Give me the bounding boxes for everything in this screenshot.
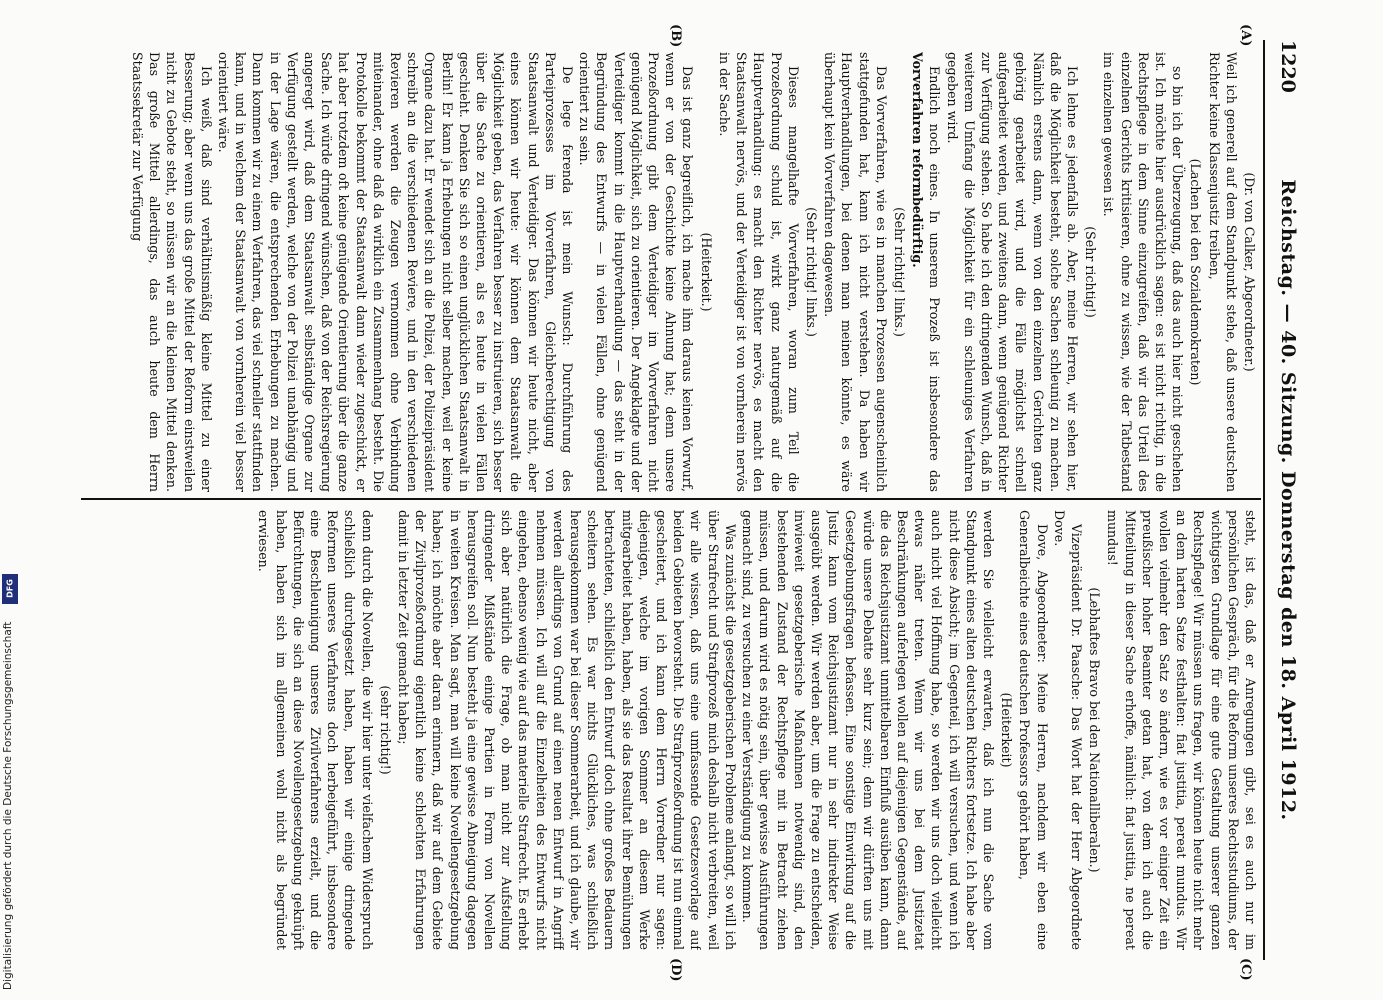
paragraph-text: Endlich noch eines. In unserem Prozeß ist insbesondere das <box>927 66 943 492</box>
margin-marker-d: (D) <box>668 958 683 982</box>
interjection: (Sehr richtig! links.) <box>803 207 819 337</box>
paragraph: Das Vorverfahren, wie es in manchen Prozessen augenscheinlich stattgefunden hat, kann ich nicht verstehen. Da haben wir Hauptverhandlungen, bei denen man meinen könnte, es wäre überhaupt kein Vorverfahren dagewesen. <box>822 52 889 492</box>
paragraph: Weil ich generell auf dem Standpunkt stehe, daß unsere deutschen Richter keine Klassenjustiz treiben, <box>1206 52 1239 492</box>
paragraph: steht, ist das, daß er Anregungen gibt, sei es auch nur im persönlichen Gespräch, für die Reform unseres Rechtsstudiums, der wichtigsten Grundlage für eine gute Gestaltung unserer ganzen Rechtspflege! Wir müssen uns fragen, wir können heute nicht mehr an dem harten Satze festhalten: fiat justitia, pereat mundus. Wir wollen vielmehr den Satz so ändern, wie es vor einiger Zeit ein preußischer hoher Beamter getan hat, von dem ich auch die Mitteilung in dieser Sache erhoffe, nämlich: fiat justitia, ne pereat mundus! <box>1105 510 1258 950</box>
logo-text: DFG <box>5 579 15 598</box>
right-column <box>79 510 1259 950</box>
interjection: (Sehr richtig! links.) <box>891 207 907 337</box>
dfg-logo <box>2 574 18 604</box>
interjection: (Sehr richtig!) <box>1083 226 1099 318</box>
interjection: (Heiterkeit.) <box>698 232 714 312</box>
speaker-line: (Dr. von Calker, Abgeordneter.) <box>1242 172 1257 372</box>
emphasis-text: Vorverfahren reformbedürftig. <box>910 52 926 268</box>
paragraph: werden Sie vielleicht erwarten, daß ich nun die Sache vom Standpunkt eines alten deutschen Richters fortsetze. Ich habe aber nicht diese Absicht; im Gegenteil, ich will versuchen, und wenn ich auch nicht viel Hoffnung habe, so werden wir uns doch vielleicht etwas näher treten. Wenn wir uns bei dem Justizetat Beschränkungen auferlegen wollen auf diejenigen Gegenstände, auf die das Reichsjustizamt unmittelbaren Einfluß ausüben kann, dann würde unsere Debatte sehr kurz sein; denn wir dürften uns mit Gesetzgebungsfragen befassen. Eine sonstige Einwirkung auf die Justiz kann vom Reichsjustizamt nur in sehr indirekter Weise ausgeübt werden. Wir werden aber, um die Frage zu entscheiden, inwieweit gesetzgeberische Maßnahmen notwendig sind, den bestehenden Zustand der Rechtspflege mit in Betracht ziehen müssen, und darum wird es nötig sein, über gewisse Ausführungen gemacht sind, zu versuchen zu einer Verständigung zu kommen. <box>740 510 996 950</box>
interjection: (Lebhaftes Bravo bei den Nationalliberalen.) <box>1087 587 1103 873</box>
paragraph: Was zunächst die gesetzgeberischen Probleme anlangt, so will ich über Strafrecht und Strafprozeß mich deshalb nicht verbreiten, weil wir alle wissen, daß uns eine umfassende Gesetzesvorlage auf beiden Gebieten bevorsteht. Die Strafprozeßordnung ist nun einmal gescheitert, und ich kann dem Herrn Vorredner nur sagen: diejenigen, welche im vorigen Sommer an diesem Werke mitgearbeitet haben, haben, als sie das Resultat ihrer Bemühungen betrachteten, schließlich den Entwurf doch ohne großes Bedauern scheitern sehen. Es war nichts Glückliches, was schließlich herausgekommen war bei dieser Sommerarbeit, und ich glaube, wir werden allerdings von Grund auf einen neuen Entwurf in Angriff nehmen müssen. Ich will auf die Einzelheiten des Entwurfs nicht eingehen, ebenso wenig wie auf das materielle Strafrecht. Es erhebt sich aber natürlich die Frage, ob man nicht zur Aufstellung dringender Mißstände einige Partien in Form von Novellen herausgreifen soll. Nun besteht ja eine gewisse Abneigung dagegen in weiten Kreisen. Man sagt, man will keine Novellengesetzgebung haben; ich möchte aber daran erinnern, daß wir auf dem Gebiete der Zivilprozeßordnung eigentlich keine schlechten Erfahrungen damit in letzter Zeit gemacht haben; <box>396 510 738 950</box>
speaker-intro: Dove, Abgeordneter: Meine Herren, nachdem wir eben eine Generalbeichte eines deutschen Professors gehört haben, <box>1017 510 1050 950</box>
credit-text: Digitalisierung gefördert durch die Deutsche Forschungsgemeinschaft <box>2 621 14 990</box>
paragraph: denn durch die Novellen, die wir hier unter vielfachem Widerspruch schließlich durchgesetzt haben, haben wir einige dringende Reformen unseres Verfahrens doch herbeigeführt, insbesondere eine Beschleunigung unseres Zivilverfahrens erzielt, und die Befürchtungen, die sich an diese Novellengesetzgebung geknüpft haben, haben sich im allgemeinen wohl nicht als begründet erwiesen. <box>256 510 375 950</box>
header-title: Reichstag. — 40. Sitzung. Donnerstag den 18. April 1912. <box>1277 179 1299 821</box>
interjection: (Lachen bei den Sozialdemokraten) <box>1188 158 1204 386</box>
interjection: (sehr richtig!) <box>377 685 393 775</box>
header-rule <box>1263 40 1265 960</box>
paragraph: De lege ferenda ist mein Wunsch: Durchführung des Parteiprozesses im Vorverfahren, Gleichberechtigung von Staatsanwalt und Verteidiger. Das können wir heute nicht, aber eines können wir heute: wir können dem Staatsanwalt die Möglichkeit geben, das Verfahren besser zu instruieren, sich besser über die Sache zu orientieren, als es heute in vielen Fällen geschieht. Denken Sie sich so einen unglücklichen Staatsanwalt in Berlin! Er kann ja Erhebungen nicht selber machen, weil er keine Organe dazu hat. Er wendet sich an die Polizei, der Polizeipräsident schreibt an die verschiedenen Reviere, und in den verschiedenen Revieren werden die Zeugen vernommen ohne Verbindung miteinander, ohne daß da wirklich ein Zusammenhang besteht. Die Protokolle bekommt der Staatsanwalt dann wieder zugeschickt, er hat aber trotzdem oft keine genügende Orientierung über die ganze Sache. Ich würde dringend wünschen, daß von der Reichsregierung angeregt wird, daß dem Staatsanwalt selbständige Organe zur Verfügung gestellt werden, welche von der Polizei unabhängig und in der Lage wären, die entsprechenden Erhebungen zu machen. Dann kommen wir zu einem Verfahren, das viel schneller stattfinden kann, und in welchem der Staatsanwalt von vornherein viel besser orientiert wäre. <box>216 52 576 492</box>
president-line: Vizepräsident Dr. Paasche: Das Wort hat der Herr Abgeordnete Dove. <box>1051 510 1084 950</box>
page-number: 1220 <box>1277 40 1299 93</box>
paragraph: so bin ich der Überzeugung, daß das auch hier nicht geschehen ist. Ich möchte hier ausdrücklich sagen: es ist nicht richtig, in die Rechtspflege in dem Sinne einzugreifen, daß wir das Urteil des einzelnen Gerichts kritisieren, ohne zu wissen, wie der Tatbestand im einzelnen gewesen ist. <box>1101 52 1186 492</box>
column-divider <box>81 498 1261 500</box>
paragraph: Das ist ganz begreiflich, ich mache ihm daraus keinen Vorwurf, wenn er von der Geschichte keine Ahnung hat; denn unsere Prozeßordnung gibt dem Verteidiger im Vorverfahren nicht genügend Möglichkeit, sich zu orientieren. Der Angeklagte und der Verteidiger kommt in die Hauptverhandlung — das steht in der Begründung des Entwurfs — in vielen Fällen, ohne genügend orientiert zu sein. <box>577 52 696 492</box>
paragraph: Dieses mangelhafte Vorverfahren, woran zum Teil die Prozeßordnung schuld ist, wirkt ganz naturgemäß auf die Hauptverhandlung: es macht den Richter nervös, es macht den Staatsanwalt nervös, und der Verteidiger ist von vornherein nervös in der Sache. <box>716 52 801 492</box>
left-column <box>79 52 1259 492</box>
margin-marker-c: (C) <box>1238 958 1253 981</box>
digitization-credit <box>2 579 18 990</box>
paragraph: Ich lehne es jedenfalls ab. Aber, meine Herren, wir sehen hier, daß die Möglichkeit besteht, solche Sachen schleunig zu machen. Nämlich erstens dann, wenn von den einzelnen Gerichten ganz gehörig gearbeitet wird, und die Fälle möglichst schnell aufgearbeitet werden, und zweitens dann, wenn genügend Richter zur Verfügung stehen. So habe ich den dringenden Wunsch, daß in weiterem Umfang die Möglichkeit für ein schleuniges Verfahren gegeben wird. <box>944 52 1080 492</box>
paragraph: Ich weiß, daß sind verhältnismäßig kleine Mittel zu einer Besserung; aber wenn uns das große Mittel der Reform einstweilen nicht zu Gebote steht, so müssen wir an die kleinen Mittel denken. Das große Mittel allerdings, das auch heute dem Herrn Staatssekretär zur Verfügung <box>130 52 214 492</box>
page-header <box>1269 40 1303 960</box>
paragraph <box>909 52 943 492</box>
margin-marker-b: (B) <box>668 24 683 48</box>
margin-marker-a: (A) <box>1238 24 1253 47</box>
interjection: (Heiterkeit) <box>999 692 1015 768</box>
